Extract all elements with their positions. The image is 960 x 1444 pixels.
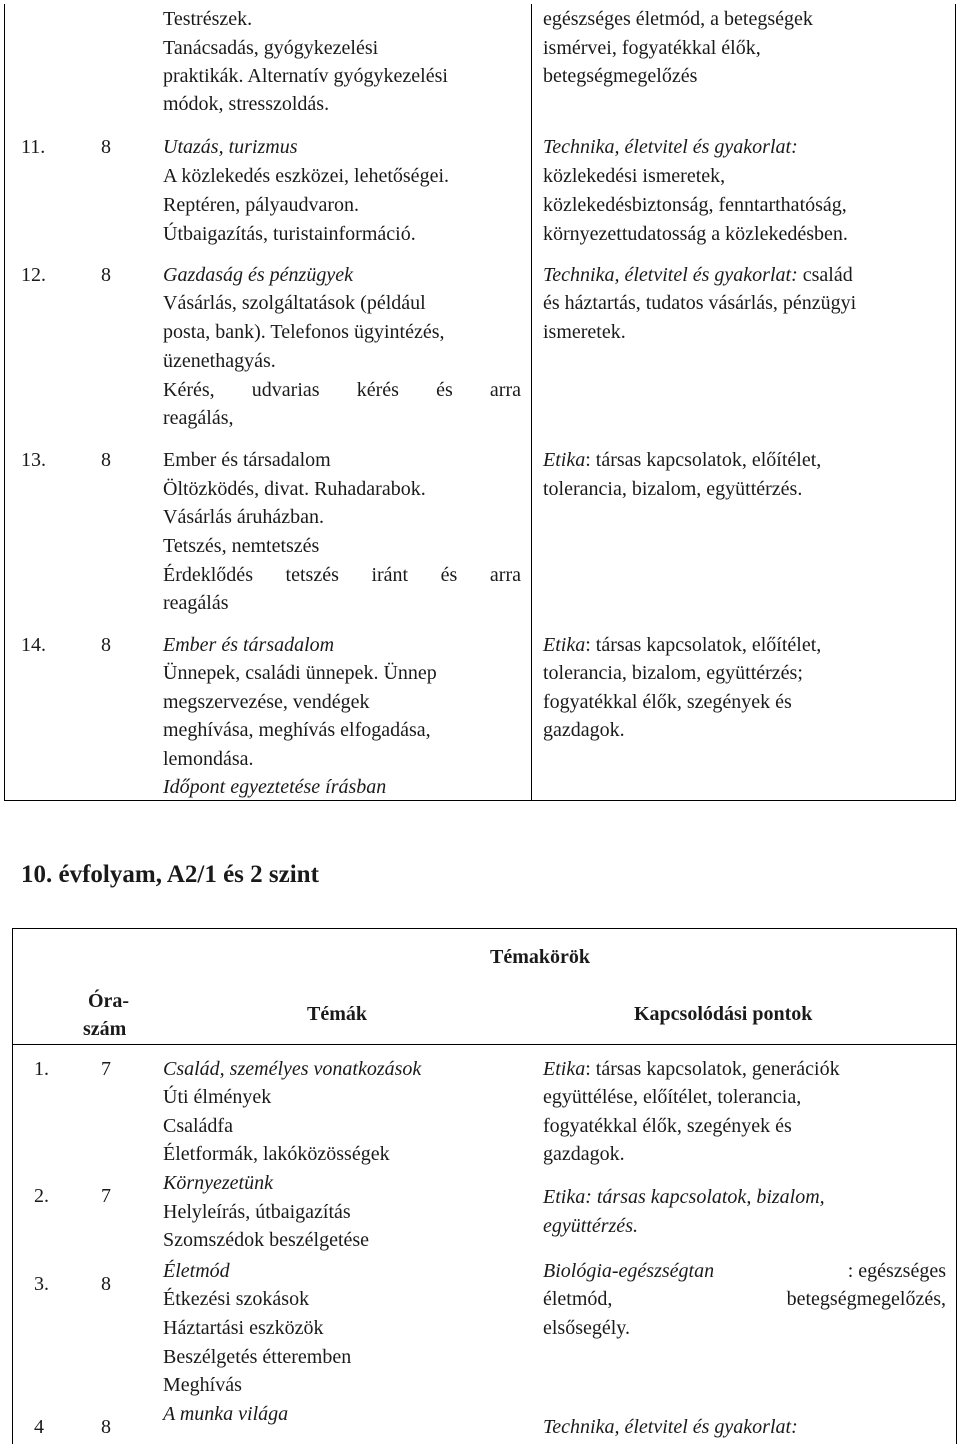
link-text: család — [797, 264, 853, 286]
topic-line: posta, bank). Telefonos ügyintézés, — [163, 321, 445, 343]
table2-border-top — [12, 928, 957, 929]
topic-line: Érdeklődés tetszés iránt és arra — [163, 564, 521, 586]
header-hours: szám — [83, 1018, 127, 1040]
link-subject-label: Etika — [543, 1186, 586, 1208]
topic-line: üzenethagyás. — [163, 350, 276, 372]
link-text: : társas kapcsolatok, generációk — [585, 1058, 840, 1080]
link-text: : társas kapcsolatok, bizalom, — [585, 1186, 825, 1208]
hours-count: 7 — [101, 1058, 111, 1080]
topic-line: Öltözködés, divat. Ruhadarabok. — [163, 478, 426, 500]
hours-count: 8 — [101, 634, 111, 656]
topic-number: 4 — [34, 1416, 44, 1438]
topic-line: Tetszés, nemtetszés — [163, 535, 320, 557]
topic-line: reagálás, — [163, 407, 234, 429]
topic-number: 2. — [34, 1185, 49, 1207]
topic-title: Ember és társadalom — [163, 449, 331, 471]
topic-line: reagálás — [163, 592, 229, 614]
section-heading: 10. évfolyam, A2/1 és 2 szint — [21, 861, 319, 888]
cell-line: Tanácsadás, gyógykezelési — [163, 37, 379, 59]
hours-count: 7 — [101, 1185, 111, 1207]
cell-line: környezettudatosság a közlekedésben. — [543, 223, 848, 245]
link-line: fogyatékkal élők, szegények és — [543, 1115, 792, 1137]
link-line — [543, 1055, 840, 1084]
topic-title: Életmód — [163, 1260, 230, 1282]
topic-line: Meghívás — [163, 1374, 242, 1396]
topic-line: Szomszédok beszélgetése — [163, 1229, 370, 1251]
topic-line: Úti élmények — [163, 1086, 272, 1108]
link-line: együttélése, előítélet, tolerancia, — [543, 1086, 802, 1108]
link-line: ismeretek. — [543, 321, 626, 343]
topic-line: Vásárlás, szolgáltatások (például — [163, 292, 426, 314]
cell-line: közlekedési ismeretek, — [543, 165, 726, 187]
topic-line: Életformák, lakóközösségek — [163, 1143, 390, 1165]
topic-title: A munka világa — [163, 1403, 289, 1425]
cell-line: betegségmegelőzés — [543, 65, 698, 87]
topic-number: 12. — [21, 264, 46, 286]
link-line: gazdagok. — [543, 719, 625, 741]
topic-title: Utazás, turizmus — [163, 136, 298, 158]
topic-title: Család, személyes vonatkozások — [163, 1058, 422, 1080]
link-line: fogyatékkal élők, szegények és — [543, 691, 792, 713]
topic-number: 3. — [34, 1273, 49, 1295]
topic-line: Vásárlás áruházban. — [163, 506, 325, 528]
link-line: együttérzés. — [543, 1215, 638, 1237]
topic-line: Családfa — [163, 1115, 233, 1137]
table1-border-right — [955, 4, 956, 801]
topic-line: Ünnepek, családi ünnepek. Ünnep — [163, 662, 437, 684]
link-line: tolerancia, bizalom, együttérzés; — [543, 662, 803, 684]
cell-line: ismérvei, fogyatékkal élők, — [543, 37, 761, 59]
link-line: életmód, betegségmegelőzés, — [543, 1288, 946, 1310]
topic-title: Ember és társadalom — [163, 634, 335, 656]
topic-line: Beszélgetés étteremben — [163, 1346, 352, 1368]
cell-line: módok, stresszoldás. — [163, 93, 330, 115]
link-line: tolerancia, bizalom, együttérzés. — [543, 478, 803, 500]
link-line — [543, 1257, 946, 1286]
link-subject-label: Etika — [543, 449, 586, 471]
cell-line: praktikák. Alternatív gyógykezelési — [163, 65, 448, 87]
topic-line: Útbaigazítás, turistainformáció. — [163, 223, 416, 245]
table2-border-right — [956, 928, 957, 1444]
hours-count: 8 — [101, 264, 111, 286]
topic-number: 11. — [21, 136, 46, 158]
table1-divider — [531, 4, 532, 801]
link-line — [543, 446, 821, 475]
topic-number: 13. — [21, 449, 46, 471]
topic-number: 1. — [34, 1058, 49, 1080]
header-topics: Témák — [307, 1003, 367, 1025]
link-subject-label: Etika — [543, 1058, 586, 1080]
hours-count: 8 — [101, 136, 111, 158]
cell-line: közlekedésbiztonság, fenntarthatóság, — [543, 194, 847, 216]
topic-line: Étkezési szokások — [163, 1288, 310, 1310]
link-subject-label: Technika, életvitel és gyakorlat: — [543, 136, 798, 158]
link-text: : társas kapcsolatok, előítélet, — [585, 449, 822, 471]
link-line: és háztartás, tudatos vásárlás, pénzügyi — [543, 292, 857, 314]
table2-border-left — [12, 928, 13, 1444]
hours-count: 8 — [101, 449, 111, 471]
topic-line: megszervezése, vendégek — [163, 691, 370, 713]
topic-line: Időpont egyeztetése írásban — [163, 776, 387, 798]
link-subject-label: Biológia-egészségtan — [543, 1260, 715, 1282]
table1-border-left — [4, 4, 5, 801]
link-subject-label: Technika, életvitel és gyakorlat: — [543, 264, 798, 286]
link-subject-label: Technika, életvitel és gyakorlat: — [543, 1416, 798, 1438]
topic-line: A közlekedés eszközei, lehetőségei. — [163, 165, 449, 187]
cell-line: egészséges életmód, a betegségek — [543, 8, 813, 30]
header-group-title: Témakörök — [490, 946, 590, 968]
link-line: elsősegély. — [543, 1317, 631, 1339]
hours-count: 8 — [101, 1273, 111, 1295]
link-line: gazdagok. — [543, 1143, 625, 1165]
link-text: : társas kapcsolatok, előítélet, — [585, 634, 822, 656]
topic-title: Környezetünk — [163, 1172, 273, 1194]
topic-line: Helyleírás, útbaigazítás — [163, 1201, 351, 1223]
table2-header-rule — [12, 1044, 957, 1045]
topic-line: meghívása, meghívás elfogadása, — [163, 719, 431, 741]
table1-border-bottom — [4, 800, 956, 801]
topic-line: Kérés, udvarias kérés és arra — [163, 379, 521, 401]
topic-title: Gazdaság és pénzügyek — [163, 264, 353, 286]
topic-line: Reptéren, pályaudvaron. — [163, 194, 360, 216]
hours-count: 8 — [101, 1416, 111, 1438]
link-line — [543, 631, 821, 660]
topic-line: lemondása. — [163, 748, 254, 770]
link-line — [543, 1183, 825, 1212]
cell-line: Testrészek. — [163, 8, 253, 30]
link-line — [543, 261, 853, 290]
link-text: : egészséges — [847, 1260, 946, 1282]
topic-number: 14. — [21, 634, 46, 656]
header-hours: Óra- — [88, 990, 130, 1012]
topic-line: Háztartási eszközök — [163, 1317, 324, 1339]
header-links: Kapcsolódási pontok — [634, 1003, 813, 1025]
link-subject-label: Etika — [543, 634, 586, 656]
